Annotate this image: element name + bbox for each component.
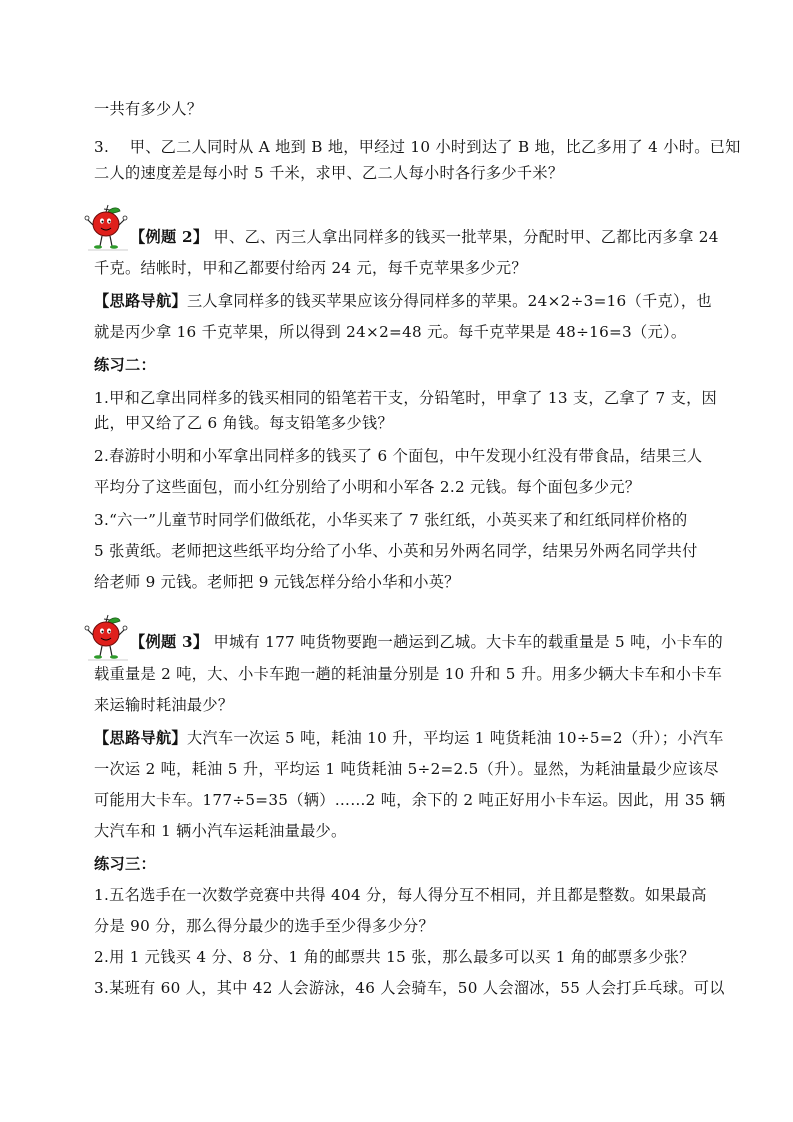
practice-2-item: 3.“六一”儿童节时同学们做纸花，小华买来了 7 张红纸，小英买来了和红纸同样价格的 [94, 511, 688, 529]
apple-mascot-icon [84, 613, 130, 663]
apple-mascot-icon [84, 203, 130, 253]
example-3-label: 【例题 3】 [130, 633, 209, 651]
practice-3-item: 1.五名选手在一次数学竞赛中共得 404 分，每人得分互不相同，并且都是整数。如果最高 [94, 886, 707, 904]
example-3-nav-line-3: 可能用大卡车。177÷5=35（辆）……2 吨，余下的 2 吨正好用小卡车运。因此，用 35 辆 [94, 791, 726, 809]
practice-3-item: 分是 90 分，那么得分最少的选手至少得多少分？ [94, 917, 434, 935]
example-2-nav-line-2: 就是丙少拿 16 千克苹果，所以得到 24×2=48 元。每千克苹果是 48÷16=3（元）。 [94, 323, 687, 341]
practice-2-item: 5 张黄纸。老师把这些纸平均分给了小华、小英和另外两名同学，结果另外两名同学共付 [94, 542, 698, 560]
practice-2-item: 给老师 9 元钱。老师把 9 元钱怎样分给小华和小英？ [94, 573, 460, 591]
example-2-label: 【例题 2】 [130, 228, 209, 246]
practice-2-item: 2.春游时小明和小军拿出同样多的钱买了 6 个面包，中午发现小红没有带食品，结果三人 [94, 447, 703, 465]
example-3-line-3: 来运输时耗油最少？ [94, 696, 234, 714]
example-3-line-2: 载重量是 2 吨，大、小卡车跑一趟的耗油量分别是 10 升和 5 升。用多少辆大卡车和小卡车 [94, 665, 723, 683]
practice-2-title: 练习二： [94, 356, 156, 374]
example-2-text: 甲、乙、丙三人拿出同样多的钱买一批苹果，分配时甲、乙都比丙多拿 24 [208, 228, 719, 246]
practice-3-item: 2.用 1 元钱买 4 分、8 分、1 角的邮票共 15 张，那么最多可以买 1 角的邮票多少张？ [94, 948, 695, 966]
example-3-nav-text: 大汽车一次运 5 吨，耗油 10 升，平均运 1 吨货耗油 10÷5=2（升）；小汽车 [186, 729, 724, 747]
practice-2-item: 平均分了这些面包，而小红分别给了小明和小军各 2.2 元钱。每个面包多少元？ [94, 478, 641, 496]
example-3-text: 甲城有 177 吨货物要跑一趟运到乙城。大卡车的载重量是 5 吨，小卡车的 [208, 633, 724, 651]
practice-3-title: 练习三： [94, 855, 156, 873]
question-3-line-2: 二人的速度差是每小时 5 千米，求甲、乙二人每小时各行多少千米？ [94, 164, 564, 182]
intro-line: 一共有多少人？ [94, 100, 203, 118]
example-2-line-2: 千克。结帐时，甲和乙都要付给丙 24 元，每千克苹果多少元？ [94, 259, 527, 277]
practice-3-item: 3.某班有 60 人，其中 42 人会游泳，46 人会骑车，50 人会溜冰，55 人会打乒乓球。可以 [94, 979, 725, 997]
example-3-line-1 [130, 632, 730, 652]
example-2-line-1 [130, 227, 730, 247]
example-3-nav-line-2: 一次运 2 吨，耗油 5 升，平均运 1 吨货耗油 5÷2=2.5（升）。显然，为耗油量最少应该尽 [94, 760, 719, 778]
example-3-nav-line-1 [94, 728, 724, 748]
practice-2-item: 1.甲和乙拿出同样多的钱买相同的铅笔若干支，分铅笔时，甲拿了 13 支，乙拿了 7 支，因 [94, 389, 718, 407]
example-2-nav-text: 三人拿同样多的钱买苹果应该分得同样多的苹果。24×2÷3=16（千克），也 [186, 292, 712, 310]
example-2-nav-label: 【思路导航】 [94, 292, 187, 310]
example-3-nav-label: 【思路导航】 [94, 729, 187, 747]
example-3-nav-line-4: 大汽车和 1 辆小汽车运耗油量最少。 [94, 822, 347, 840]
example-2-nav-line-1 [94, 291, 724, 311]
question-3-line-1: 3. 甲、乙二人同时从 A 地到 B 地，甲经过 10 小时到达了 B 地，比乙多用了 4 小时。已知 [94, 138, 741, 156]
practice-2-item: 此，甲又给了乙 6 角钱。每支铅笔多少钱？ [94, 414, 393, 432]
